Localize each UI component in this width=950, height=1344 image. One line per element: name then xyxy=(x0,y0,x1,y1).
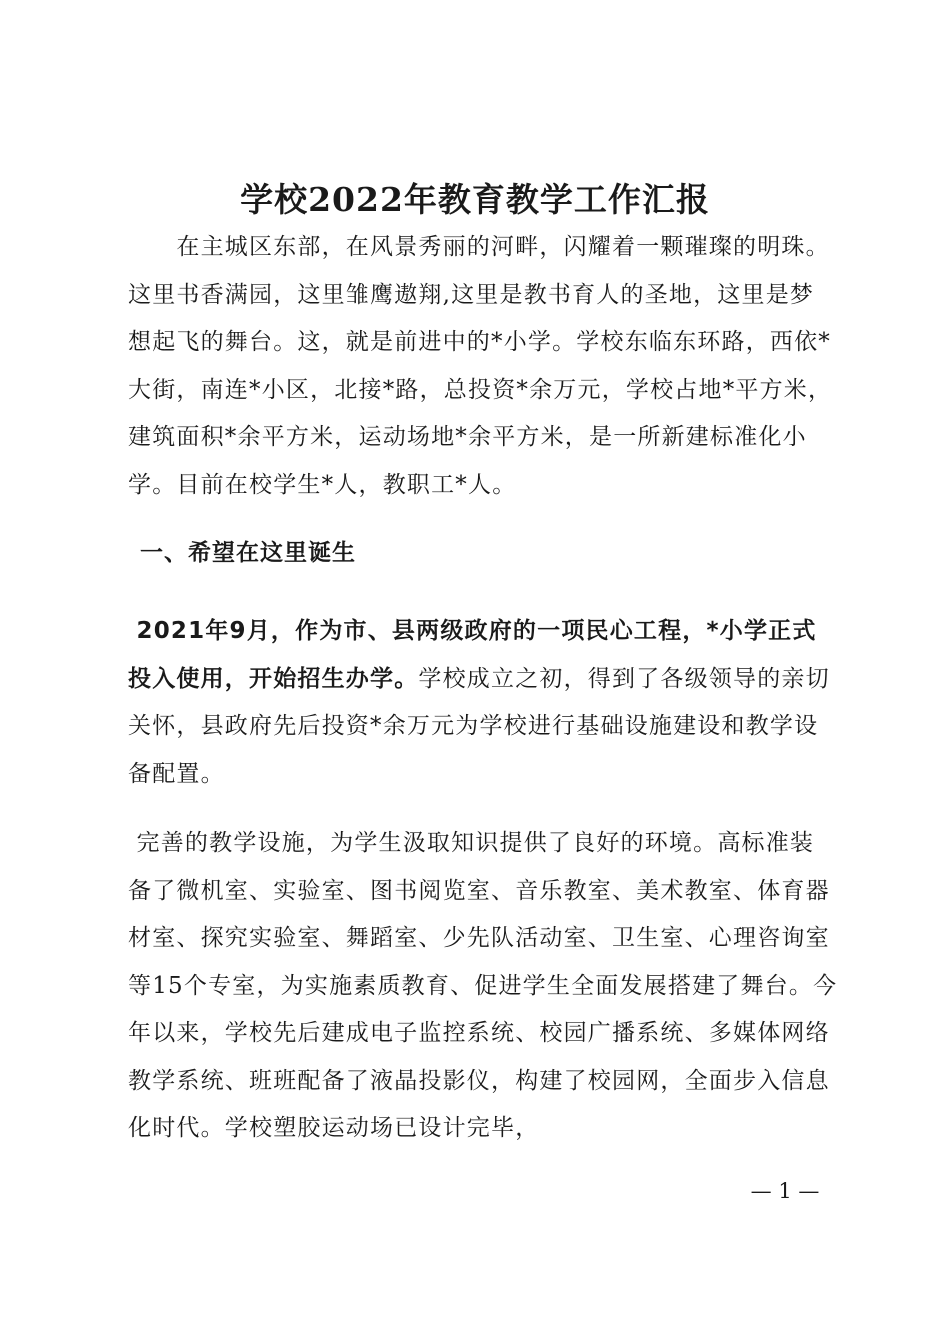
paragraph-3 xyxy=(128,820,838,1153)
intro-paragraph: 在主城区东部，在风景秀丽的河畔，闪耀着一颗璀璨的明珠。这里书香满园，这里雏鹰遨翔,这里是教书育人的圣地，这里是梦想起飞的舞台。这，就是前进中的*小学。学校东临东环路，西依*大街，南连*小区，北接*路，总投资*余万元，学校占地*平方米，建筑面积*余平方米，运动场地*余平方米，是一所新建标准化小学。目前在校学生*人，教职工*人。 xyxy=(128,234,833,498)
document-title: 学校2022年教育教学工作汇报 xyxy=(240,180,710,219)
paragraph-2 xyxy=(128,608,838,798)
paragraph-2-lead: 2021年9月，作为市、县两级政府的一项民心工程，*小学正式投入使用，开始招生办学。 xyxy=(128,618,817,692)
section-heading-1: 一、希望在这里诞生 xyxy=(140,540,356,566)
paragraph-2-rest: 学校成立之初，得到了各级领导的亲切关怀，县政府先后投资*余万元为学校进行基础设施建设和教学设备配置。 xyxy=(128,665,830,787)
page-number: — 1 — xyxy=(750,1179,820,1203)
paragraph-3-text: 完善的教学设施，为学生汲取知识提供了良好的环境。高标准装备了微机室、实验室、图书阅览室、音乐教室、美术教室、体育器材室、探究实验室、舞蹈室、少先队活动室、卫生室、心理咨询室等15个专室，为实施素质教育、促进学生全面发展搭建了舞台。今年以来，学校先后建成电子监控系统、校园广播系统、多媒体网络教学系统、班班配备了液晶投影仪，构建了校园网，全面步入信息化时代。学校塑胶运动场已设计完毕， xyxy=(128,830,838,1141)
